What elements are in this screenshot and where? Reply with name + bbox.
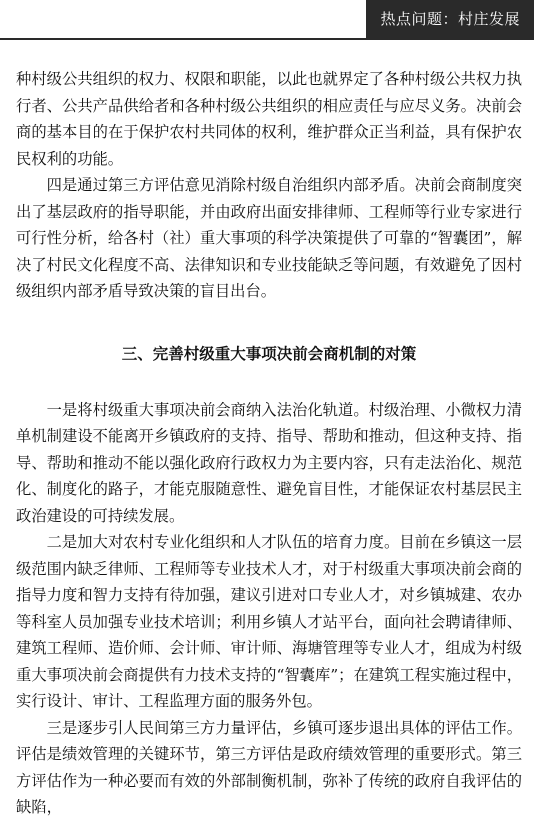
paragraph: 种村级公共组织的权力、权限和职能，以此也就界定了各种村级公共权力执行者、公共产品供给者和各种村级公共组织的相应责任与应尽义务。决前会商的基本目的在于保护农村共同体的权利，维护群众正当利益，具有保护农民权利的功能。: [16, 70, 522, 168]
paragraph: 四是通过第三方评估意见消除村级自治组织内部矛盾。决前会商制度突出了基层政府的指导职能，并由政府出面安排律师、工程师等行业专家进行可行性分析，给各村（社）重大事项的科学决策提供了可靠的“智囊团”，解决了村民文化程度不高、法律知识和专业技能缺乏等问题，有效避免了因村级组织内部矛盾导致决策的盲目出台。: [16, 176, 522, 300]
article-body: [16, 66, 522, 821]
section-label: 热点问题：村庄发展: [366, 0, 534, 38]
paragraph: 二是加大对农村专业化组织和人才队伍的培育力度。目前在乡镇这一层级范围内缺乏律师、工程师等专业技术人才，对于村级重大事项决前会商的指导力度和智力支持有待加强，建议引进对口专业人才，对乡镇城建、农办等科室人员加强专业技术培训；利用乡镇人才站平台，面向社会聘请律师、建筑工程师、造价师、会计师、审计师、海塘管理等专业人才，组成为村级重大事项决前会商提供有力技术支持的“智囊库”；在建筑工程实施过程中，实行设计、审计、工程监理方面的服务外包。: [16, 533, 522, 710]
section-heading: 三、完善村级重大事项决前会商机制的对策: [121, 344, 417, 363]
paragraph: 一是将村级重大事项决前会商纳入法治化轨道。村级治理、小微权力清单机制建设不能离开乡镇政府的支持、指导、帮助和推动，但这种支持、指导、帮助和推动不能以强化政府行政权力为主要内容，只有走法治化、规范化、制度化的路子，才能克服随意性、避免盲目性，才能保证农村基层民主政治建设的可持续发展。: [16, 400, 522, 525]
paragraphs-after: [16, 397, 522, 821]
paragraphs-before: [16, 66, 522, 305]
paragraph: 三是逐步引人民间第三方力量评估，乡镇可逐步退出具体的评估工作。评估是绩效管理的关键环节，第三方评估是政府绩效管理的重要形式。第三方评估作为一种必要而有效的外部制衡机制，弥补了传统的政府自我评估的缺陷，: [16, 718, 522, 816]
header-rule: [0, 38, 534, 40]
